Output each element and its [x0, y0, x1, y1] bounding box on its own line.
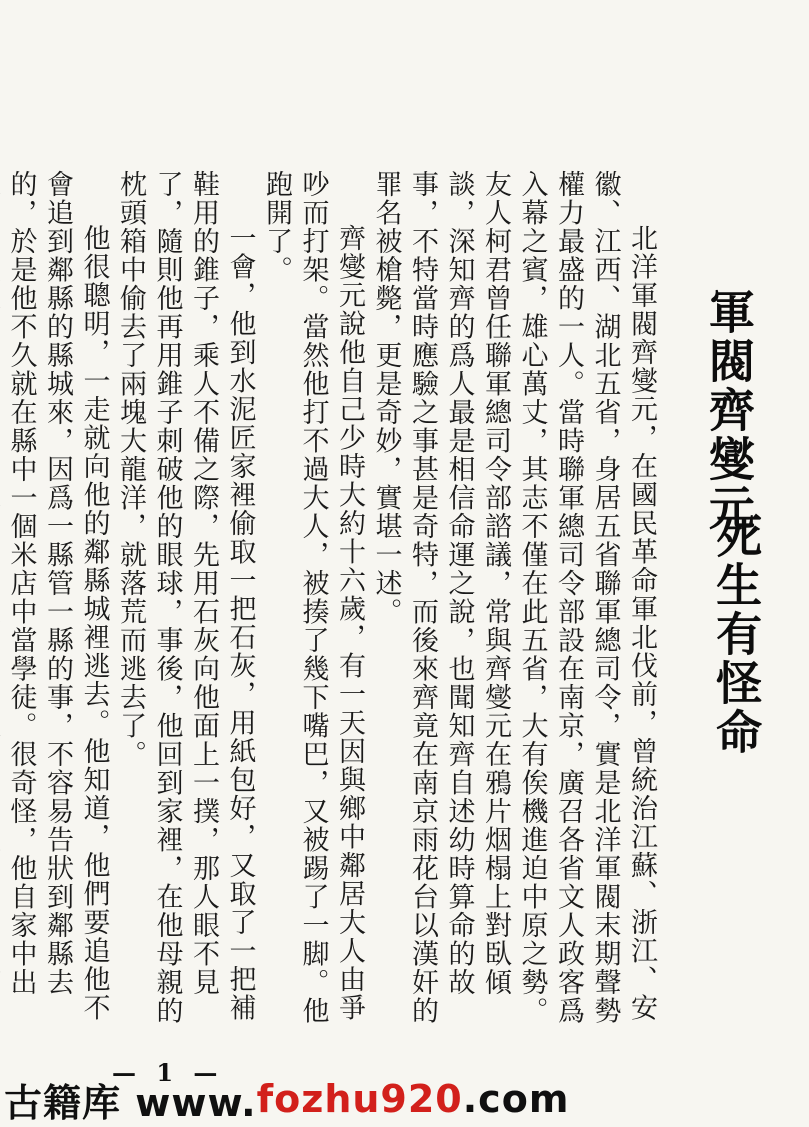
paragraph-4: 他很聰明，一走就向他的鄰縣城裡逃去。他知道，他們要追他不會追到鄰縣的縣城來，因爲一縣管一縣的事，不容易告狀到鄰縣去的，於是他不久就在縣中一個米店中當學徒。很奇怪，他自家中出 — [5, 170, 110, 1022]
watermark-highlight: fozhu920 — [256, 1077, 463, 1121]
article-body — [0, 170, 659, 1040]
site-watermark — [0, 1076, 809, 1125]
paragraph-2: 齊燮元說他自己少時大約十六歲，有一天因與鄉中鄰居大人由爭吵而打架。當然他打不過大人，被揍了幾下嘴巴，又被踢了一脚。他跑開了。 — [261, 170, 365, 1025]
page-number: — 1 — — [112, 1058, 224, 1087]
watermark-prefix: 古籍库 www. — [4, 1080, 257, 1125]
watermark-suffix: .com — [462, 1077, 570, 1121]
paragraph-3: 一會，他到水泥匠家裡偷取一把石灰，用紙包好，又取了一把補鞋用的錐子，乘人不備之際，先用石灰向他面上一撲，那人眼不見了，隨則他再用錐子刺破他的眼球，事後，他回到家裡，在他母親的枕頭箱中偷去了兩塊大龍洋，就落荒而逃去了。 — [115, 170, 256, 1025]
paragraph-1: 北洋軍閥齊燮元，在國民革命軍北伐前，曾統治江蘇、浙江、安徽、江西、湖北五省，身居五省聯軍總司令，實是北洋軍閥末期聲勢權力最盛的一人。當時聯軍總司令部設在南京，廣召各省文人政客爲入幕之賓，雄心萬丈，其志不僅在此五省，大有俟機進迫中原之勢。友人柯君曾任聯軍總司令部諮議，常與齊燮元在鴉片烟榻上對臥傾談，深知齊的爲人最是相信命運之說，也聞知齊自述幼時算命的故事，不特當時應驗之事甚是奇特，而後來齊竟在南京雨花台以漢奸的罪名被槍斃，更是奇妙，實堪一述。 — [370, 170, 657, 1025]
article-title: 軍閥齊燮元 — [701, 288, 756, 533]
article-subtitle: 死生有怪命 — [709, 512, 764, 757]
